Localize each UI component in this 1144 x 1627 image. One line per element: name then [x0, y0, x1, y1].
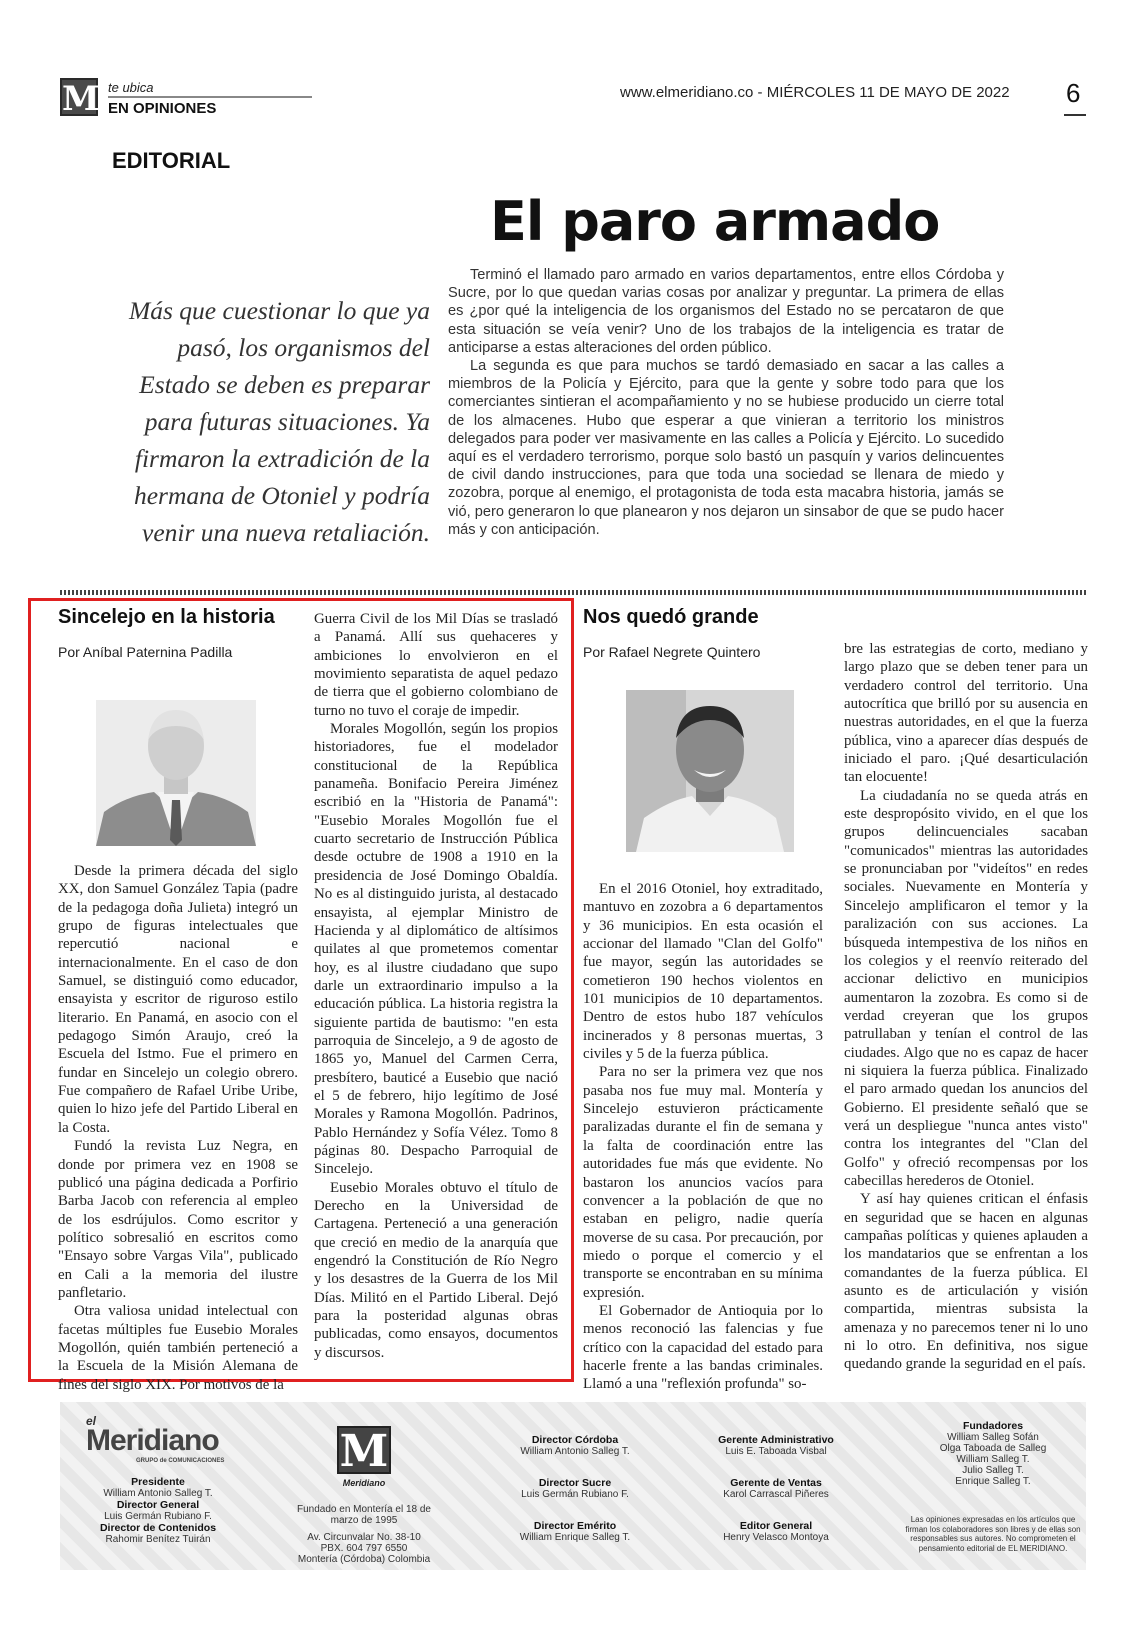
staff-role: Gerente de Ventas: [730, 1477, 822, 1489]
article-paragraph: Guerra Civil de los Mil Días se trasladó a Panamá. Allí sus quehaceres y ambiciones lo envolvieron en el movimiento separatista de aquel pedazo de tierra que el gobierno colombiano de turno no tuvo el coraje de impedir.: [314, 611, 558, 719]
article-title: Nos quedó grande: [583, 606, 759, 628]
article-column: [314, 610, 558, 1362]
article-title: Sincelejo en la historia: [58, 606, 275, 628]
founders-block: [906, 1420, 1080, 1487]
editorial-pullquote: Más que cuestionar lo que ya pasó, los organismos del Estado se deben es preparar para futuras situaciones. Ya firmaron la extradición de la hermana de Otoniel y podría venir una nueva retaliación.: [129, 296, 430, 547]
staff-name: Rahomir Benítez Tuirán: [105, 1534, 211, 1545]
brand-logo: Meridiano: [86, 1424, 219, 1457]
article-column: [583, 880, 823, 1394]
staff-role: Director Córdoba: [531, 1434, 619, 1446]
footer-logo: M: [337, 1426, 391, 1474]
editorial-body: [448, 266, 1004, 539]
staff-block: [686, 1434, 866, 1543]
article-paragraph: Otra valiosa unidad intelectual con facetas múltiples fue Eusebio Morales Mogollón, quién también perteneció a la Escuela de la Misión Alemana de fines del siglo XIX. Por motivos de la: [58, 1303, 298, 1393]
staff-name: Karol Carrascal Piñeres: [723, 1489, 829, 1500]
staff-name: Luis E. Taboada Visbal: [725, 1446, 827, 1457]
article-byline: Por Rafael Negrete Quintero: [583, 644, 761, 660]
article-paragraph: Eusebio Morales obtuvo el título de Derecho en la Universidad de Cartagena. Perteneció a una generación que creció en medio de la anarquía que engendró la Constitución de Río Negro y los desastres de la Guerra de los Mil Días. Militó en el Partido Liberal. Dejó para la posteridad algunas obras publicadas, como ensayos, documentos y discursos.: [314, 1179, 558, 1361]
article-paragraph: Y así hay quienes critican el énfasis en seguridad que se hacen en algunas campañas políticas y quienes aplauden a los mandatarios que se enfrentan a los comandantes de la fuerza pública. El asunto es de articulación y visión compartida, mientras subsista la amenaza y no parecemos tener ni lo uno ni lo otro. En definitiva, nos sigue quedando grande la seguridad en el país.: [844, 1191, 1088, 1373]
staff-role: Presidente: [131, 1476, 185, 1488]
staff-name: Luis Germán Rubiano F.: [104, 1511, 212, 1522]
article-byline: Por Aníbal Paternina Padilla: [58, 644, 233, 660]
staff-block: [66, 1476, 250, 1545]
section-tagline: te ubica: [108, 80, 154, 95]
staff-role: Editor General: [739, 1520, 813, 1532]
staff-role: Director Emérito: [533, 1520, 617, 1532]
article-paragraph: La ciudadanía no se queda atrás en este despropósito vivido, en el que los grupos delincuenciales sacaban "comunicados" mientras las autoridades se pronunciaban por "videítos" en redes sociales. Nuevamente en Montería y Sincelejo amplificaron el temor y la paralización con sus acciones. La búsqueda intempestiva de los niños en los colegios y el reenvío reiterado del accionar delictivo en municipios aumentaron la zozobra. Es como si de verdad creyeran que los grupos patrullaban y tenían el control de las ciudades. Algo que no es capaz de hacer ni siquiera la fuerza pública. Finalizado el paro armado quedan los anuncios del Gobierno. El presidente señaló que se verá un despliegue "nunca antes visto" contra los integrantes del "Clan del Golfo" y ofreció recompensas por los cabecillas herederos de Otoniel.: [844, 787, 1088, 1189]
staff-role: Director General: [116, 1499, 200, 1511]
brand-prefix: el: [86, 1414, 97, 1428]
article-paragraph: bre las estrategias de corto, mediano y largo plazo que se deben tener para un verdadero control del territorio. Una autocrítica que brilló por su ausencia en nuestras autoridades, en el que la fuerza pública, vino a aparecer días después de iniciado el paro. ¡Qué desarticulación tan elocuente!: [844, 641, 1088, 786]
phone: PBX. 604 797 6550: [320, 1543, 408, 1554]
article-column: [844, 640, 1088, 1374]
editorial-label: EDITORIAL: [112, 148, 231, 173]
staff-role: Director Sucre: [538, 1477, 612, 1489]
staff-name: Henry Velasco Montoya: [723, 1532, 829, 1543]
article-paragraph: Desde la primera década del siglo XX, don Samuel González Tapia (padre de la pedagoga doña Julieta) integró un grupo de figuras intelectuales que repercutió nacional e internacionalmente. En el caso de don Samuel, se distinguió como educador, ensayista y escritor de riguroso estilo literario. En Panamá, en asocio con el pedagogo Simón Araujo, creó la Escuela del Istmo. Fue el primero en fundar en Sincelejo un colegio obrero. Fue compañero de Rafael Uribe Uribe, quien lo hizo jefe del Partido Liberal en la Costa.: [58, 863, 298, 1136]
founder-name: Enrique Salleg T.: [955, 1476, 1031, 1487]
article-paragraph: Morales Mogollón, según los propios historiadores, fue el modelador constitucional de la República panameña. Bonifacio Pereira Jiménez escribió en la "Historia de Panamá": "Eusebio Morales Mogollón fue el cuarto secretario de Instrucción Pública desde octubre de 1908 a 1910 en la presidencia de José Domingo Obaldía. No es al distinguido jurista, al destacado ensayista, al ejemplar Ministro de Hacienda y al diplomático de altísimos quilates al que prometemos comentar hoy, es al ilustre ciudadano que supo darle un extraordinario impulso a la educación pública. La historia registra la siguiente partida de bautismo: "en esta parroquia de Sincelejo, a 9 de agosto de 1865 yo, Manuel del Carmen Cerra, presbítero, bauticé a Eusebio que nació el 5 de febrero, hijo legítimo de José Morales y Ramona Mogollón. Padrinos, Pablo Hernández y Sofía Vélez. Tomo 8 páginas 80. Despacho Parroquial de Sincelejo.: [314, 721, 558, 1178]
staff-role: Director de Contenidos: [99, 1522, 217, 1534]
editorial-paragraph: Terminó el llamado paro armado en varios departamentos, entre ellos Córdoba y Sucre, por lo que quedan varias cosas por analizar y preguntar. La primera de ellas es ¿por qué la inteligencia de los organismos del Estado no se percataron de que esta situación se veía venir? Uno de los trabajos de la inteligencia es tratar de anticiparse a estas alteraciones del orden público.: [448, 267, 1004, 356]
editorial-paragraph: La segunda es que para muchos se tardó demasiado en sacar a las calles a miembros de la Policía y Ejército, para que la gente y sobre todo para que los comerciantes sintieran el acompañamiento y no se hubiese producido un cierre total de los almacenes. Hubo que esperar a que vinieran a territorio los ministros delegados para poder ver masivamente en las calles a Policía y Ejército. Lo sucedido aquí es el verdadero terrorismo, porque solo bastó un pasquín y varios delincuentes de civil dando instrucciones, para que toda una sociedad se llenara de miedo y zozobra, porque al enemigo, el protagonista de toda esta macabra historia, jamás se vió, pero generaron lo que planearon y nos dejaron un sinsabor de que se pudo hacer más y con anticipación.: [448, 358, 1004, 538]
founder-name: William Salleg Sofán: [947, 1432, 1039, 1443]
editorial-headline: El paro armado: [490, 190, 940, 253]
article-paragraph: Fundó la revista Luz Negra, en donde por primera vez en 1908 se publicó una página dedicada a Porfirio Barba Jacob con referencia al empleo de los esdrújulos. Como escritor y político sobresalió en escritos como "Ensayo sobre Vargas Vila", publicado en Cali a la memoria del ilustre panfletario.: [58, 1138, 298, 1301]
staff-name: William Antonio Salleg T.: [103, 1488, 213, 1499]
founding-date: Fundado en Montería el 18 de marzo de 1995: [297, 1504, 431, 1526]
staff-name: William Antonio Salleg T.: [520, 1446, 630, 1457]
page-number-rule: [1064, 114, 1086, 116]
brand-subtitle: GRUPO de COMUNICACIONES: [136, 1458, 225, 1464]
founder-name: Julio Salleg T.: [962, 1465, 1024, 1476]
founder-name: Olga Taboada de Salleg: [939, 1443, 1047, 1454]
author-photo: [96, 700, 256, 846]
city: Montería (Córdoba) Colombia: [297, 1554, 431, 1565]
footer-disclaimer: Las opiniones expresadas en los artículos que firman los colaboradores son libres y de ellas son responsables sus autores. No comprometen el pensamiento editorial de EL MERIDIANO.: [905, 1515, 1081, 1553]
staff-name: William Enrique Salleg T.: [519, 1532, 631, 1543]
page-number: 6: [1066, 78, 1081, 108]
staff-name: Luis Germán Rubiano F.: [521, 1489, 629, 1500]
header-rule: [108, 96, 312, 98]
founding-block: [290, 1504, 438, 1565]
staff-block: [488, 1434, 662, 1543]
article-paragraph: En el 2016 Otoniel, hoy extraditado, mantuvo en zozobra a 6 departamentos y 36 municipios. En esta ocasión el accionar del llamado "Clan del Golfo" fue mayor, según las autoridades se cometieron 190 hechos violentos en 101 municipios de 10 departamentos. Dentro de estos hubo 187 vehículos incinerados y 8 personas muertas, 3 civiles y 5 de la fuerza pública.: [583, 881, 823, 1063]
staff-role: Gerente Administrativo: [718, 1434, 834, 1446]
masthead-logo: M: [62, 79, 100, 119]
dateline: www.elmeridiano.co - MIÉRCOLES 11 DE MAYO DE 2022: [620, 84, 1010, 101]
founders-label: Fundadores: [962, 1420, 1024, 1432]
section-divider: [60, 590, 1086, 595]
article-paragraph: El Gobernador de Antioquia por lo menos reconoció las falencias y fue crítico con la capacidad del estado para hacerle frente a las bandas criminales. Llamó a una "reflexión profunda" so-: [583, 1302, 823, 1393]
footer-logo-name: Meridiano: [342, 1478, 386, 1488]
founder-name: William Salleg T.: [956, 1454, 1030, 1465]
article-paragraph: Para no ser la primera vez que nos pasaba nos fue muy mal. Montería y Sincelejo estuvieron prácticamente paralizadas durante el fin de semana y la falta de coordinación entre las autoridades fue más que evidente. No bastaron los anuncios vacíos para convencer a la población de que no estaban en peligro, nadie quería moverse de su casa. Por precaución, por miedo o porque el comercio y el transporte se encontraban en su mínima expresión.: [583, 1064, 823, 1301]
address: Av. Circunvalar No. 38-10: [307, 1532, 421, 1543]
author-photo: [626, 690, 794, 852]
section-name: EN OPINIONES: [108, 100, 217, 117]
article-column: [58, 862, 298, 1394]
